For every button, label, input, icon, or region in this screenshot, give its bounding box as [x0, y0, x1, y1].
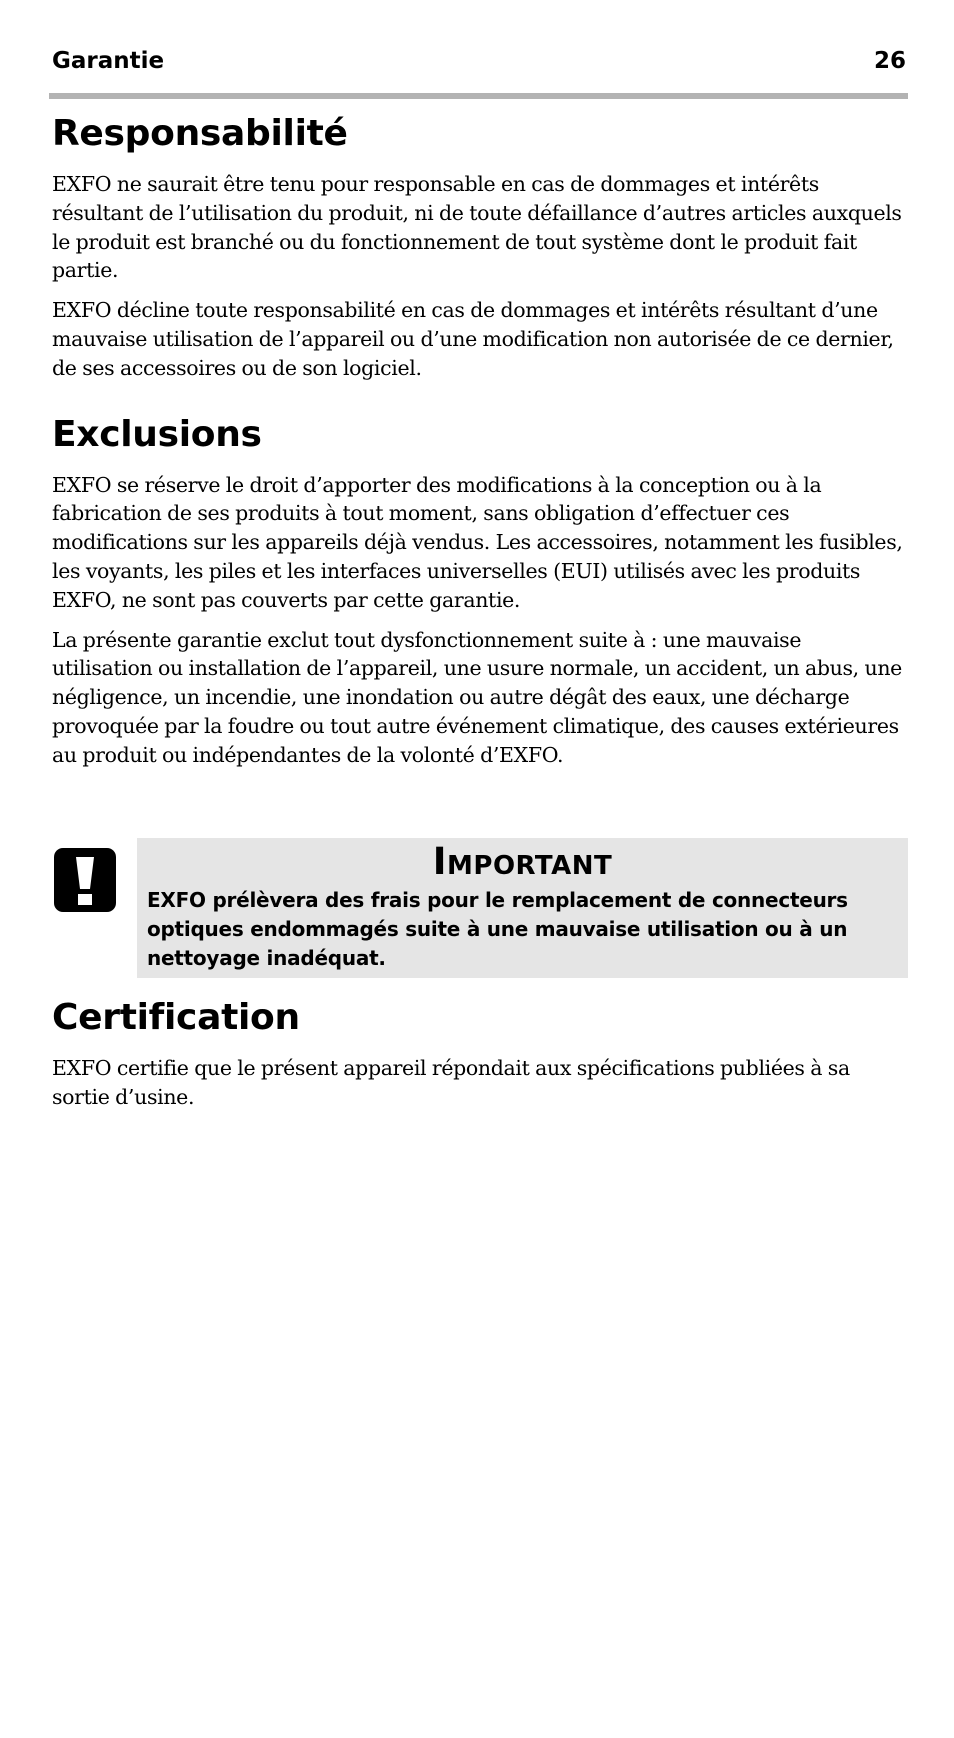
- running-header: [52, 44, 906, 78]
- heading-exclusions: Exclusions: [52, 413, 262, 455]
- important-notice: [52, 838, 908, 978]
- paragraph: EXFO décline toute responsabilité en cas de dommages et intérêts résultant d’une mauvaise utilisation de l’appareil ou d’une modification non autorisée de ce dernier, de ses accessoires ou de son logiciel.: [52, 298, 894, 380]
- heading-responsabilite: Responsabilité: [52, 113, 348, 154]
- paragraph: EXFO certifie que le présent appareil répondait aux spécifications publiées à sa sortie d’usine.: [52, 1056, 850, 1109]
- exclamation-icon: [54, 848, 116, 912]
- section-exclusions: [52, 411, 904, 770]
- header-rule: [49, 93, 908, 99]
- page-number: 26: [873, 48, 906, 74]
- section-certification: [52, 994, 904, 1112]
- section-responsabilite: [52, 110, 904, 383]
- important-box: [137, 838, 908, 978]
- important-title: Important: [432, 840, 613, 883]
- paragraph: EXFO se réserve le droit d’apporter des modifications à la conception ou à la fabrication de ses produits à tout moment, sans obligation d’effectuer ces modifications sur les appareils déjà vendus. Les accessoires, notamment les fusibles, les voyants, les piles et les interfaces universelles (EUI) utilisés avec les produits EXFO, ne sont pas couverts par cette garantie.: [52, 472, 903, 612]
- paragraph: La présente garantie exclut tout dysfonctionnement suite à : une mauvaise utilisation ou installation de l’appareil, une usure normale, un accident, un abus, une négligence, un incendie, une inondation ou autre dégât des eaux, une décharge provoquée par la foudre ou tout autre événement climatique, des causes extérieures au produit ou indépendantes de la volonté d’EXFO.: [52, 627, 902, 767]
- header-section-title: Garantie: [52, 48, 165, 74]
- important-text: EXFO prélèvera des frais pour le remplacement de connecteurs optiques endommagés suite à une mauvaise utilisation ou à un nettoyage inadéquat.: [147, 888, 848, 970]
- main-content: [52, 110, 904, 770]
- paragraph: EXFO ne saurait être tenu pour responsable en cas de dommages et intérêts résultant de l’utilisation du produit, ni de toute défaillance d’autres articles auxquels le produit est branché ou du fonctionnement de tout système dont le produit fait partie.: [52, 172, 902, 283]
- heading-certification: Certification: [52, 997, 300, 1038]
